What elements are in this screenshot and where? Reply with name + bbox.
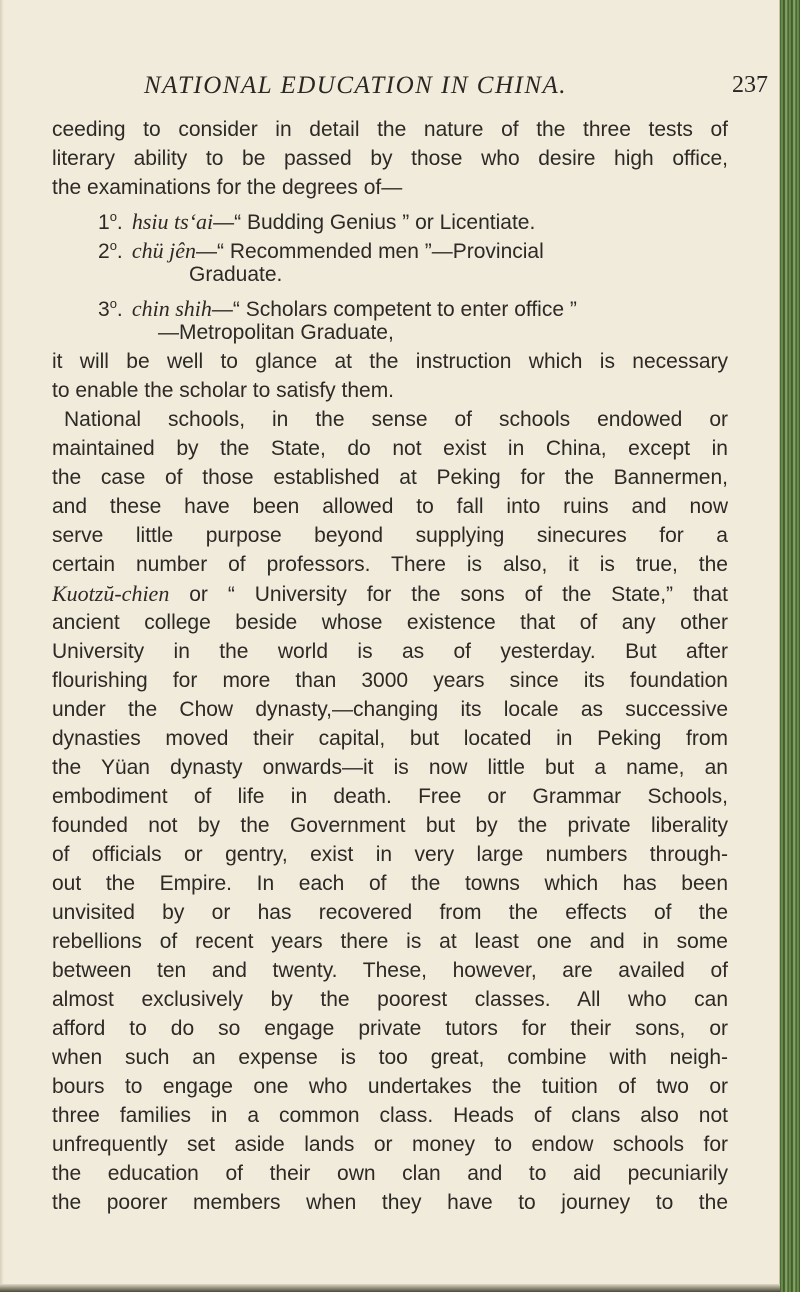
degree-continuation: Graduate.	[189, 263, 283, 286]
page-header	[128, 72, 768, 102]
paragraph-line: dynasties moved their capital, but located in Peking from	[52, 727, 728, 750]
paragraph-line: unvisited by or has recovered from the effects of the	[52, 901, 728, 924]
degree-term: chü jên	[131, 238, 196, 263]
text-line: ceeding to consider in detail the nature of the three tests of	[52, 118, 728, 141]
degree-term: chin shih	[131, 296, 212, 321]
paragraph-line: and these have been allowed to fall into ruins and now	[52, 495, 728, 518]
text-line: literary ability to be passed by those who desire high office,	[52, 147, 728, 170]
paragraph-line: of officials or gentry, exist in very large numbers through-	[52, 843, 728, 866]
paragraph-line: afford to do so engage private tutors for their sons, or	[52, 1017, 728, 1040]
page-text	[52, 115, 728, 1217]
paragraph-line: maintained by the State, do not exist in China, except in	[52, 437, 728, 460]
paragraph-line: embodiment of life in death. Free or Grammar Schools,	[52, 785, 728, 808]
paragraph-line: unfrequently set aside lands or money to endow schools for	[52, 1133, 728, 1156]
degree-description: —“ Recommended men ”—Provincial	[196, 240, 544, 263]
paragraph-line: rebellions of recent years there is at least one and in some	[52, 930, 728, 953]
paragraph-line: under the Chow dynasty,—changing its locale as successive	[52, 698, 728, 721]
paragraph-line: almost exclusively by the poorest classes. All who can	[52, 988, 728, 1011]
paragraph-line: three families in a common class. Heads of clans also not	[52, 1104, 728, 1127]
degree-number: 2$^o$.	[98, 238, 123, 263]
paragraph-line: serve little purpose beyond supplying sinecures for a	[52, 524, 728, 547]
paragraph-line-rest: or “ University for the sons of the State,” that	[169, 583, 728, 606]
degree-item-2	[52, 231, 728, 263]
degree-item-1	[52, 202, 728, 234]
paragraph-line: the case of those established at Peking for the Bannermen,	[52, 466, 728, 489]
page-left-edge	[0, 0, 4, 1292]
paragraph-line: National schools, in the sense of schools endowed or	[64, 408, 728, 431]
college-name: Kuotzŭ-chien	[52, 581, 170, 606]
paragraph-line: flourishing for more than 3000 years since its foundation	[52, 669, 728, 692]
page-number: 237	[732, 72, 768, 98]
page-bottom-edge	[0, 1284, 780, 1292]
paragraph-line: out the Empire. In each of the towns which has been	[52, 872, 728, 895]
degree-number: 3$^o$.	[98, 296, 123, 321]
degree-item-3	[52, 289, 728, 321]
degree-number: 1$^o$.	[98, 209, 123, 234]
paragraph-line: certain number of professors. There is also, it is true, the	[52, 553, 728, 576]
running-title: NATIONAL EDUCATION IN CHINA.	[144, 72, 568, 99]
degree-continuation: —Metropolitan Graduate,	[158, 321, 394, 344]
text-line: it will be well to glance at the instruction which is necessary	[52, 350, 728, 373]
paragraph-line: bours to engage one who undertakes the tuition of two or	[52, 1075, 728, 1098]
paragraph-line: the Yüan dynasty onwards—it is now little but a name, an	[52, 756, 728, 779]
paragraph-line: the education of their own clan and to aid pecuniarily	[52, 1162, 728, 1185]
paragraph-line: founded not by the Government but by the private liberality	[52, 814, 728, 837]
paragraph-line: between ten and twenty. These, however, are availed of	[52, 959, 728, 982]
book-cover-edge	[779, 0, 800, 1292]
degree-term: hsiu ts‘ai	[131, 209, 214, 234]
degree-description: —“ Budding Genius ” or Licentiate.	[213, 211, 536, 234]
paragraph-line	[52, 579, 728, 608]
degree-description: —“ Scholars competent to enter office ”	[211, 298, 577, 321]
paragraph-line: when such an expense is too great, combine with neigh-	[52, 1046, 728, 1069]
paragraph-line: ancient college beside whose existence that of any other	[52, 611, 728, 634]
text-line: to enable the scholar to satisfy them.	[52, 379, 395, 402]
paragraph-line: the poorer members when they have to journey to the	[52, 1191, 728, 1214]
paragraph-line: University in the world is as of yesterday. But after	[52, 640, 728, 663]
text-line: the examinations for the degrees of—	[52, 176, 403, 199]
